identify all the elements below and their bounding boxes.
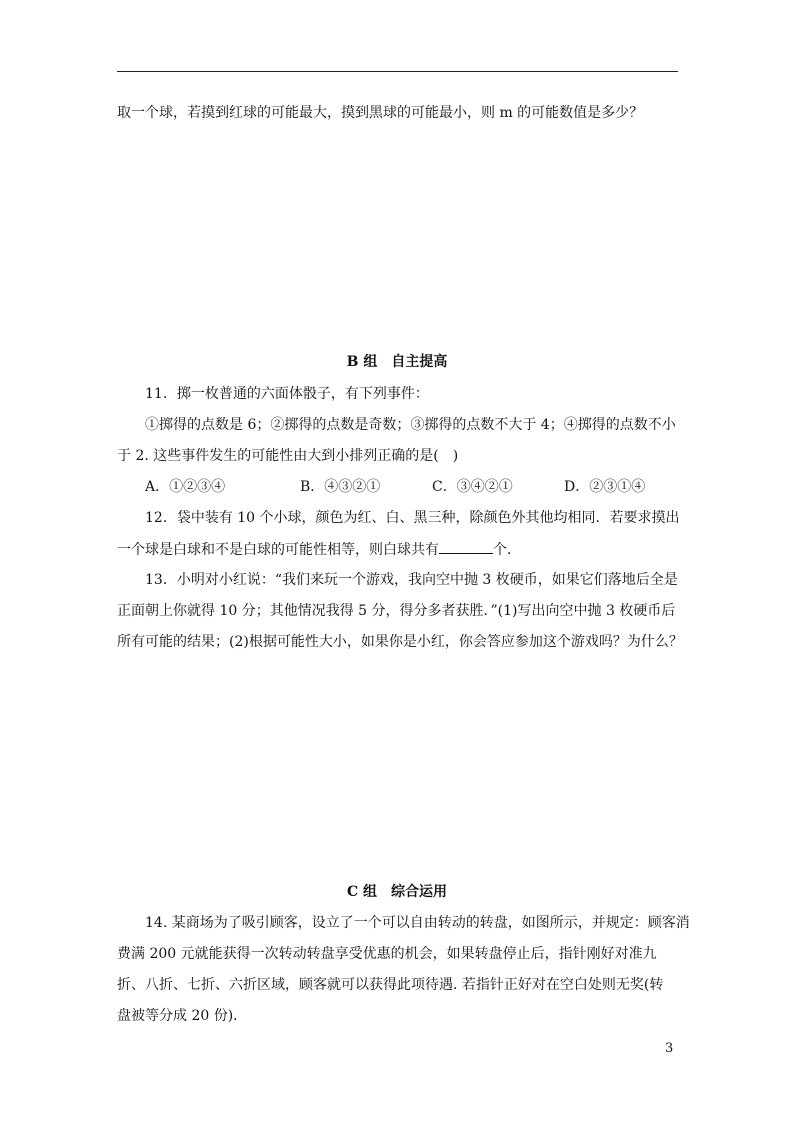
q13-line-1: 13．小明对小红说：“我们来玩一个游戏，我向空中抛 3 枚硬币，如果它们落地后全是 [145,572,678,588]
q14-line-3: 折、八折、七折、六折区域，顾客就可以获得此项待遇. 若指针正好对在空白处则无奖(转 [117,977,664,993]
q14-line-4: 盘被等分成 20 份)． [117,1008,248,1024]
q11-option-d: D．②③①④ [564,479,646,495]
q11-option-c: C．③④②① [432,479,513,495]
question-continuation-line: 取一个球，若摸到红球的可能最大，摸到黑球的可能最小，则 m 的可能数值是多少？ [117,105,644,121]
page-number: 3 [665,1041,674,1056]
q12-line-2-suffix: 个． [493,542,521,558]
q14-line-2: 费满 200 元就能获得一次转动转盘享受优惠的机会，如果转盘停止后，指针刚好对准九 [117,946,657,962]
section-c-title: C 组 综合运用 [346,884,448,900]
q11-line-1: 11．掷一枚普通的六面体骰子，有下列事件： [145,386,429,402]
q13-line-3: 所有可能的结果；(2)根据可能性大小，如果你是小红，你会答应参加这个游戏吗？为什么？ [117,634,683,650]
q12-line-1: 12．袋中装有 10 个小球，颜色为红、白、黑三种，除颜色外其他均相同．若要求摸出 [145,510,680,526]
q12-line-2 [117,539,521,560]
q11-option-b: B．④③②① [300,479,381,495]
q11-line-2: ①掷得的点数是 6；②掷得的点数是奇数；③掷得的点数不大于 4；④掷得的点数不小 [145,417,676,433]
q11-option-a: A．①②③④ [145,479,226,495]
q14-line-1: 14. 某商场为了吸引顾客，设立了一个可以自由转动的转盘，如图所示，并规定：顾客消 [145,915,690,931]
q13-line-2: 正面朝上你就得 10 分；其他情况我得 5 分，得分多者获胜．”(1)写出向空中抛 3 枚硬币后 [117,603,676,619]
header-rule [117,71,678,72]
answer-blank [439,539,493,554]
q12-line-2-prefix: 一个球是白球和不是白球的可能性相等，则白球共有 [117,542,439,558]
section-b-title: B 组 自主提高 [346,354,448,370]
q11-line-3: 于 2. 这些事件发生的可能性由大到小排列正确的是( ) [117,448,459,464]
